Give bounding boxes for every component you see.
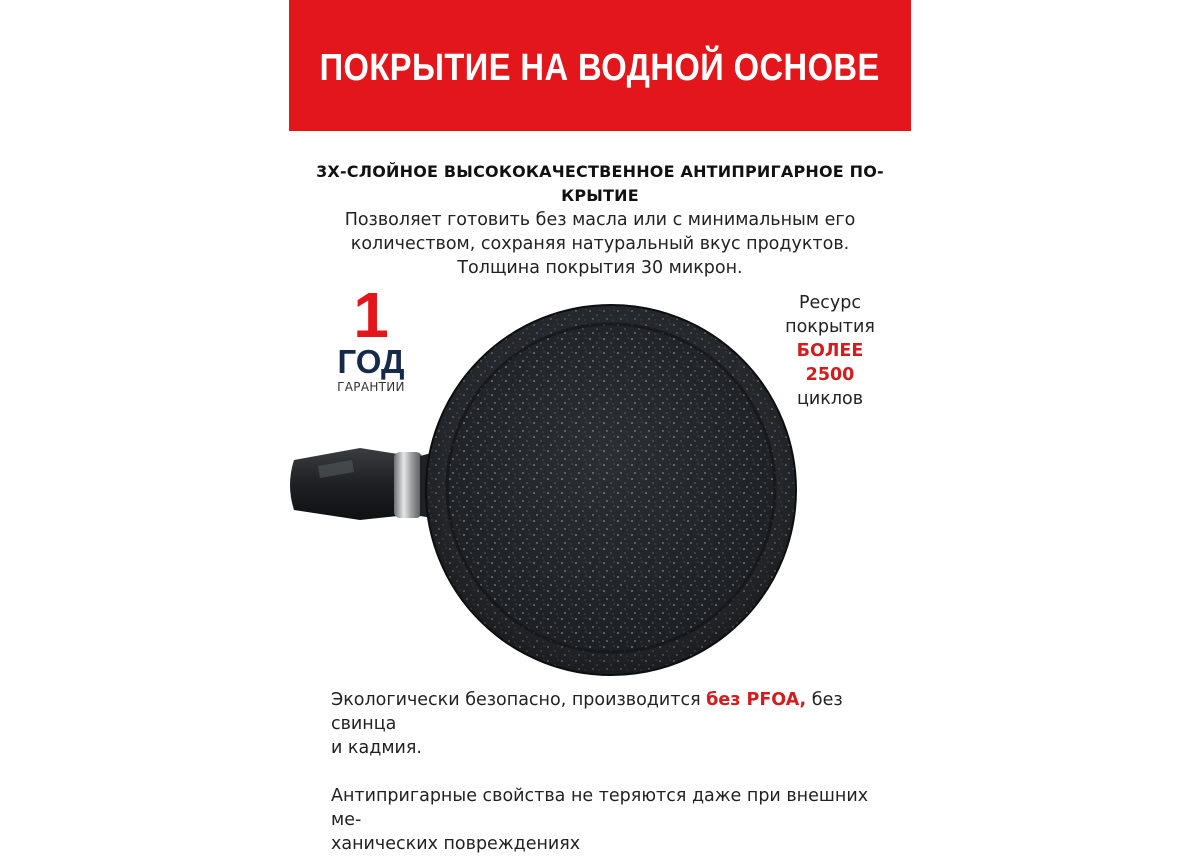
warranty-label: ГАРАНТИИ	[337, 380, 405, 394]
intro-section	[300, 160, 900, 280]
intro-body-line: количеством, сохраняя натуральный вкус продуктов.	[350, 234, 850, 254]
eco-paragraph	[331, 688, 891, 760]
crepe-pan-icon	[280, 280, 780, 700]
warranty-unit: ГОД	[337, 343, 405, 380]
durability-text: ханических повреждениях	[331, 834, 581, 854]
intro-heading	[300, 160, 900, 208]
warranty-number: 1	[353, 279, 389, 351]
eco-accent: без PFOA,	[706, 690, 807, 710]
resource-cycles-count: 2500	[805, 365, 855, 385]
eco-text: Экологически безопасно, производится	[331, 690, 707, 710]
eco-text: и кадмия.	[331, 738, 422, 758]
intro-heading-line: КРЫТИЕ	[561, 186, 639, 205]
resource-line: покрытия	[785, 317, 875, 337]
resource-accent: БОЛЕЕ	[796, 341, 864, 361]
intro-body-line: Толщина покрытия 30 микрон.	[457, 258, 743, 278]
header-banner	[289, 0, 911, 131]
eco-text: без свинца	[331, 690, 843, 734]
bottom-text	[331, 688, 891, 856]
banner-title: ПОКРЫТИЕ НА ВОДНОЙ ОСНОВЕ	[319, 47, 881, 89]
intro-body-line: Позволяет готовить без масла или с минимальным его	[344, 210, 856, 230]
intro-body	[300, 208, 900, 280]
durability-paragraph	[331, 784, 891, 856]
intro-heading-line: 3Х-СЛОЙНОЕ ВЫСОКОКАЧЕСТВЕННОЕ АНТИПРИГАРНОЕ ПО-	[316, 162, 884, 181]
durability-text: Антипригарные свойства не теряются даже при внешних ме-	[331, 786, 869, 830]
resource-line: Ресурс	[798, 293, 862, 313]
resource-line: циклов	[796, 389, 864, 409]
coating-resource	[770, 291, 890, 411]
